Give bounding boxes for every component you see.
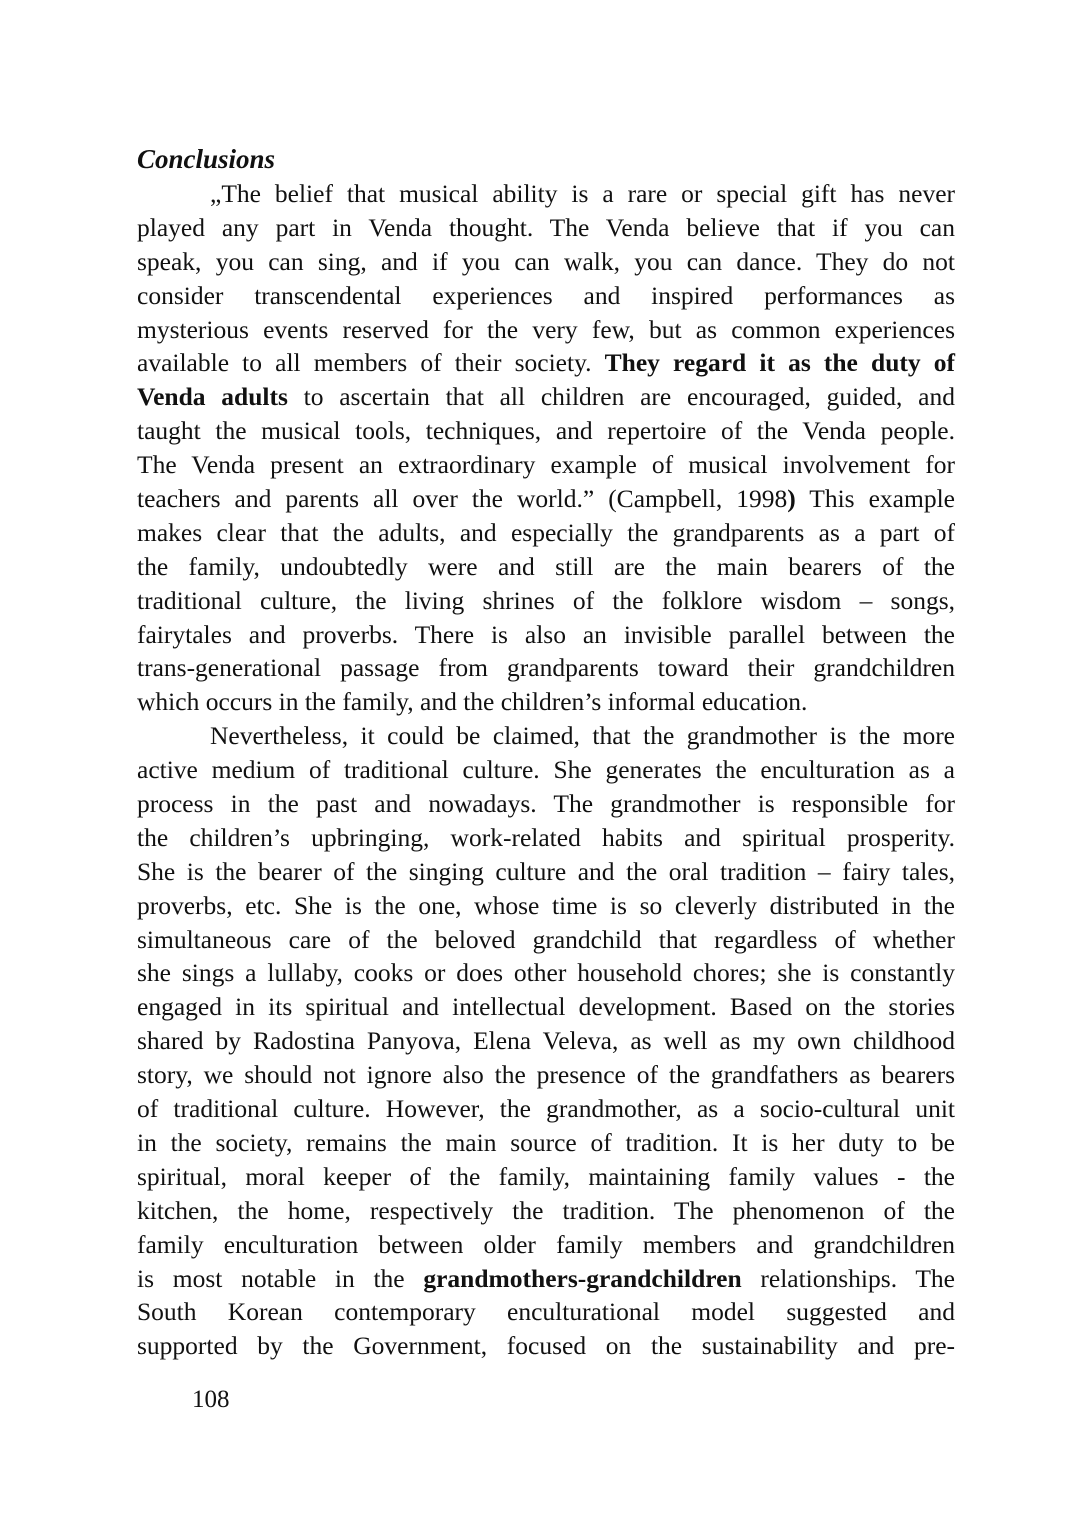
text-line: The Venda present an extraordinary example of musical involvement for: [137, 450, 955, 480]
text-line: teachers and parents all over the world.” (Campbell, 1998) This example: [137, 484, 955, 514]
text-line: story, we should not ignore also the presence of the grandfathers as bearers: [137, 1060, 955, 1090]
text-line: played any part in Venda thought. The Venda believe that if you can: [137, 212, 955, 242]
text-line: South Korean contemporary enculturational model suggested and: [137, 1297, 955, 1327]
citation-close-paren: ): [787, 484, 796, 514]
section-heading: Conclusions: [137, 144, 276, 174]
text-line: she sings a lullaby, cooks or does other household chores; she is constantly: [137, 958, 955, 988]
bold-emphasis: They regard it as the duty of: [604, 348, 955, 378]
text-line: of traditional culture. However, the grandmother, as a socio-cultural unit: [137, 1094, 955, 1124]
text-line: „The belief that musical ability is a rare or special gift has never: [210, 179, 955, 208]
text-line: the children’s upbringing, work-related habits and spiritual prosperity.: [137, 822, 955, 852]
text-line: family enculturation between older family members and grandchildren: [137, 1229, 955, 1259]
text-line: trans-generational passage from grandparents toward their grandchildren: [137, 653, 955, 683]
text-line: available to all members of their society. They regard it as the duty of: [137, 348, 955, 378]
text-line: active medium of traditional culture. She generates the enculturation as a: [137, 755, 955, 785]
text-line: taught the musical tools, techniques, and repertoire of the Venda people.: [137, 416, 955, 446]
text-line: is most notable in the grandmothers-grandchildren relationships. The: [137, 1263, 955, 1293]
text-line: in the society, remains the main source of tradition. It is her duty to be: [137, 1127, 955, 1157]
text-line: kitchen, the home, respectively the tradition. The phenomenon of the: [137, 1195, 955, 1225]
text-line: which occurs in the family, and the children’s informal education.: [137, 687, 808, 717]
text-line: supported by the Government, focused on the sustainability and pre-: [137, 1331, 955, 1361]
text-line: consider transcendental experiences and inspired performances as: [137, 280, 955, 310]
text-line: Nevertheless, it could be claimed, that the grandmother is the more: [210, 721, 955, 751]
text-line: simultaneous care of the beloved grandchild that regardless of whether: [137, 924, 955, 954]
body-text: [137, 177, 955, 1363]
text-line: Venda adults to ascertain that all children are encouraged, guided, and: [137, 382, 955, 412]
bold-emphasis: grandmothers-grandchildren: [423, 1263, 742, 1293]
bold-emphasis: Venda adults: [137, 382, 288, 412]
text-line: speak, you can sing, and if you can walk, you can dance. They do not: [137, 246, 955, 276]
text-line: the family, undoubtedly were and still are the main bearers of the: [137, 551, 955, 581]
text-line: process in the past and nowadays. The grandmother is responsible for: [137, 789, 955, 819]
text-line: mysterious events reserved for the very few, but as common experiences: [137, 314, 955, 344]
text-line: makes clear that the adults, and especially the grandparents as a part of: [137, 517, 955, 547]
text-line: traditional culture, the living shrines of the folklore wisdom – songs,: [137, 585, 955, 615]
text-line: fairytales and proverbs. There is also an invisible parallel between the: [137, 619, 955, 649]
text-line: engaged in its spiritual and intellectual development. Based on the stories: [137, 992, 955, 1022]
text-line: spiritual, moral keeper of the family, maintaining family values - the: [137, 1161, 955, 1191]
text-line: shared by Radostina Panyova, Elena Veleva, as well as my own childhood: [137, 1026, 955, 1056]
page-number: 108: [192, 1386, 230, 1413]
text-line: proverbs, etc. She is the one, whose time is so cleverly distributed in the: [137, 890, 955, 920]
text-line: She is the bearer of the singing culture and the oral tradition – fairy tales,: [137, 856, 955, 886]
